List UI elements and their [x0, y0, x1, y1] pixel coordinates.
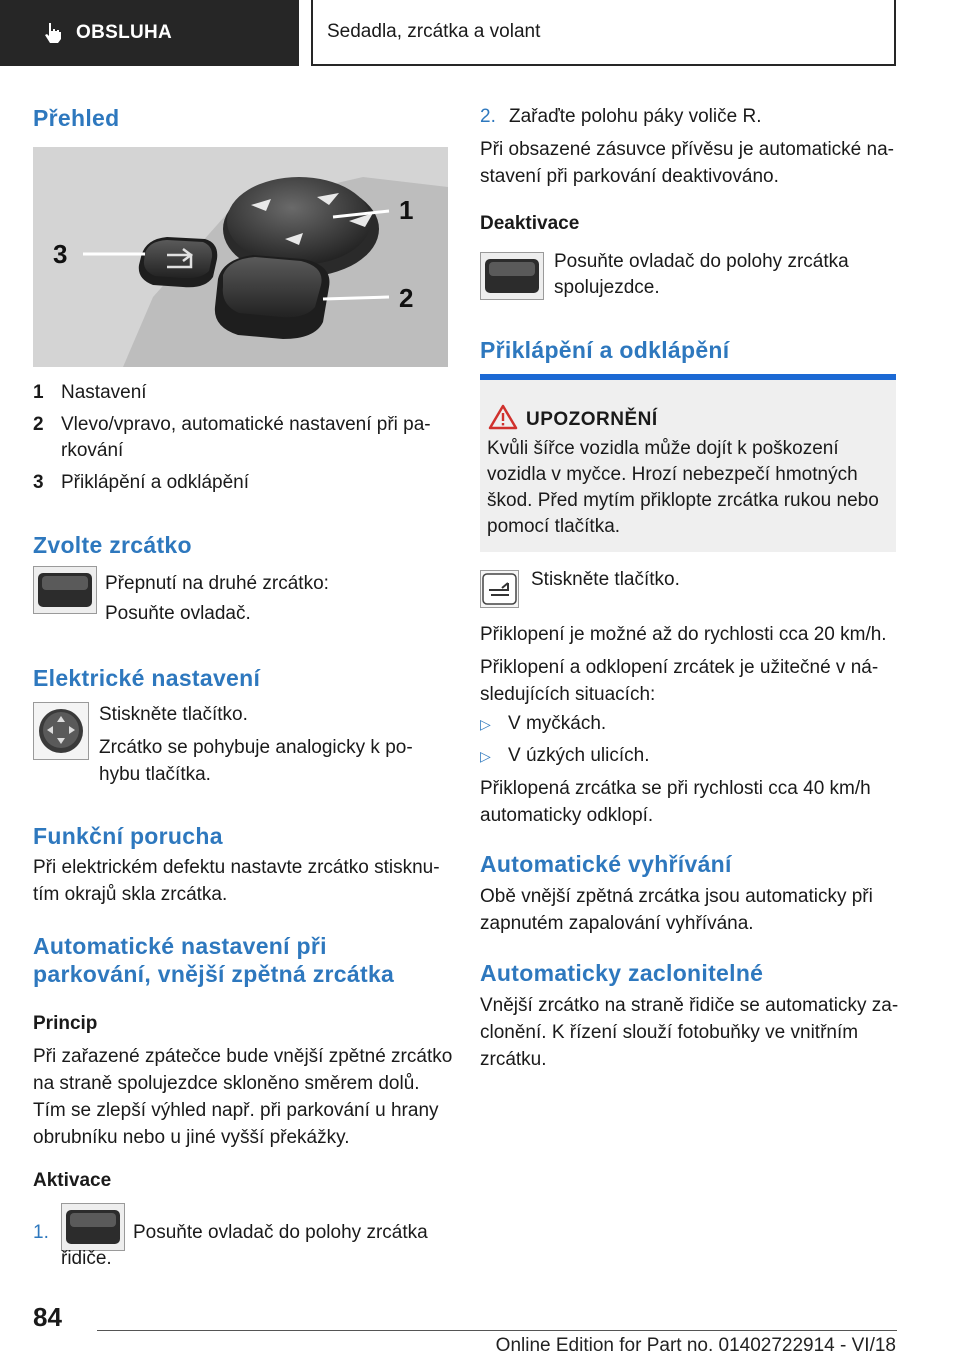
warning-title: UPOZORNĚNÍ [526, 409, 658, 430]
warning-text: Kvůli šířce vozidla může dojít k poškození vozidla v myčce. Hrozí nebezpečí hmotných škod. Před mytím přiklopte zrcátka rukou nebo pomocí tlačítka. [487, 438, 879, 537]
deactivation-heading: Deaktivace [480, 213, 580, 234]
fold-speed-text: Přiklopení je možné až do rychlosti cca 20 km/h. [480, 624, 887, 645]
overview-heading: Přehled [33, 105, 120, 131]
fold-useful-text: Přiklopení a odklopení zrcátek je užitečné v ná- sledujících situacích: [480, 657, 879, 705]
heating-text: Obě vnější zpětná zrcátka jsou automaticky při zapnutém zapalování vyhřívána. [480, 886, 873, 934]
activation-heading: Aktivace [33, 1170, 112, 1191]
select-mirror-heading: Zvolte zrcátko [33, 532, 192, 558]
triangle-bullet-icon: ▷ [480, 748, 491, 764]
fold-button-image [480, 570, 519, 608]
principle-heading: Princip [33, 1013, 98, 1034]
footer-divider [97, 1330, 897, 1331]
section-tab [0, 0, 299, 66]
edition-label: Online Edition for Part no. 01402722914 - VI/18 [495, 1335, 896, 1356]
principle-text: Při zařazené zpátečce bude vnější zpětné zrcátko na straně spolujezdce skloněno směrem dolů. Tím se zlepší výhled např. při parkování u hrany obrubníku nebo u jiné vyšší překážky. [33, 1046, 453, 1148]
legend-item: 1 Nastavení [33, 382, 147, 403]
step-1-number: 1. [33, 1222, 49, 1243]
deactivation-text: Posuňte ovladač do polohy zrcátka spolujezdce. [554, 251, 849, 298]
electric-adjust-heading: Elektrické nastavení [33, 665, 261, 691]
mirror-joystick-image [33, 702, 89, 760]
triangle-bullet-icon: ▷ [480, 716, 491, 732]
list-item: ▷ V úzkých ulicích. [480, 743, 650, 769]
selector-driver-image [61, 1203, 125, 1251]
dimming-text: Vnější zrcátko na straně řidiče se automaticky za- clonění. K řízení slouží fotobuňky ve vnitřním zrcátku. [480, 995, 899, 1070]
step-1-text-cont: řidiče. [61, 1248, 112, 1269]
mirror-selector-image [33, 566, 97, 614]
warning-icon [488, 404, 518, 430]
heating-heading: Automatické vyhřívání [480, 851, 732, 877]
malfunction-heading: Funkční porucha [33, 823, 223, 849]
legend-item: 2 Vlevo/vpravo, automatické nastavení při pa- rkování [33, 414, 431, 461]
list-item: ▷ V myčkách. [480, 711, 650, 737]
step-2-text: Zařaďte polohu páky voliče R. [509, 106, 762, 127]
trailer-text: Při obsazené zásuvce přívěsu je automatické na- stavení při parkování deaktivováno. [480, 139, 894, 187]
section-label: OBSLUHA [76, 22, 173, 43]
select-text-1: Přepnutí na druhé zrcátko: [105, 573, 329, 594]
warning-box [480, 374, 896, 552]
step-2-number: 2. [480, 106, 496, 127]
fold-heading: Přiklápění a odklápění [480, 337, 730, 363]
selector-passenger-image [480, 252, 544, 300]
electric-text-2: Zrcátko se pohybuje analogicky k po- hybu tlačítka. [99, 737, 413, 785]
chapter-title [311, 0, 896, 66]
malfunction-text: Při elektrickém defektu nastavte zrcátko stisknu- tím okrajů skla zrcátka. [33, 857, 440, 905]
callout-3: 3 [53, 239, 68, 269]
step-1-text: Posuňte ovladač do polohy zrcátka [133, 1222, 428, 1243]
chapter-label: Sedadla, zrcátka a volant [327, 21, 541, 42]
legend-item: 3 Přiklápění a odklápění [33, 472, 250, 493]
mirror-switch-figure [33, 147, 448, 367]
select-text-2: Posuňte ovladač. [105, 603, 251, 624]
fold-press-text: Stiskněte tlačítko. [531, 569, 680, 590]
figure-legend [33, 380, 449, 496]
dimming-heading: Automaticky zaclonitelné [480, 960, 764, 986]
hand-pointer-icon [42, 21, 64, 45]
callout-2: 2 [399, 283, 414, 313]
fold-situations-list [480, 711, 650, 769]
fold-auto-text: Přiklopená zrcátka se při rychlosti cca 40 km/h automaticky odklopí. [480, 778, 871, 826]
auto-parking-heading: Automatické nastavení při parkování, vnější zpětná zrcátka [33, 933, 395, 987]
callout-1: 1 [399, 195, 414, 225]
electric-text-1: Stiskněte tlačítko. [99, 704, 248, 725]
page-number: 84 [33, 1302, 62, 1332]
